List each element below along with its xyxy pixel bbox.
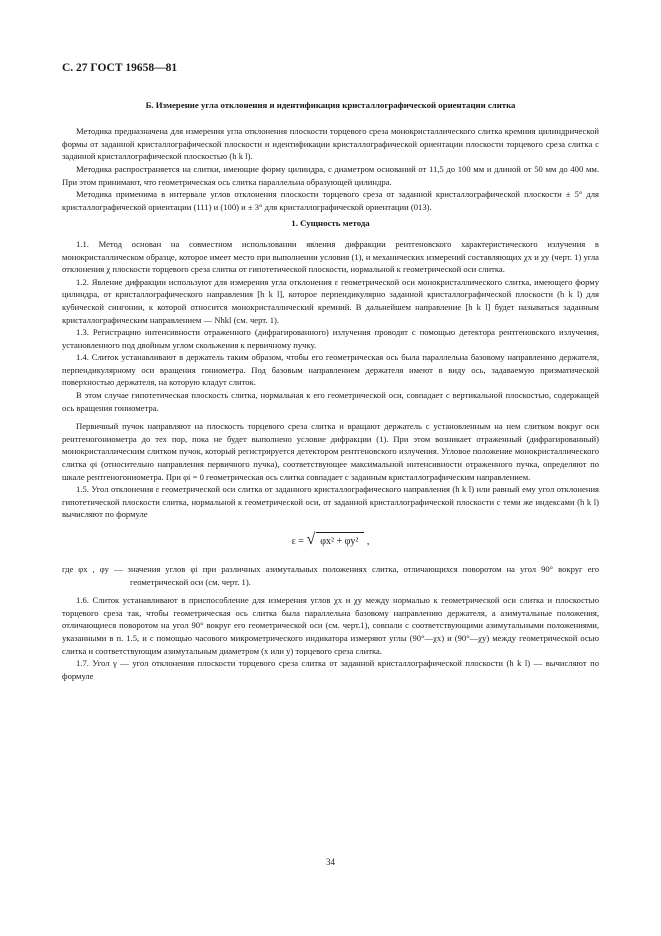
formula-radicand: φx² + φy² (316, 532, 364, 551)
intro-paragraph-1: Методика предназначена для измерения угла отклонения плоскости торцевого среза монокристаллического слитка кремния цилиндрической формы от заданной кристаллографической плоскости и идентификации кристаллографической ориентации плоскости торцевого среза слитка с заданной кристаллографической плоскостью (h k l). (62, 126, 599, 162)
paragraph-1-2: 1.2. Явление дифракции используют для измерения угла отклонения ε геометрической оси монокристаллического слитка, имеющего форму цилиндра, от кристаллографического направления [h k l], которое перпендикулярно заданной кристаллографической плоскости (h k l) для кубической сингонии, к которой относится монокристаллический кремний. В дальнейшем направление [h k l] будет называться заданным кристаллографическим направлением — Nhkl (см. черт. 1). (62, 276, 599, 325)
sqrt-sign: √ (306, 531, 316, 548)
paragraph-primary-beam: Первичный пучок направляют на плоскость торцевого среза слитка и вращают держатель с установленным на нем слитком вокруг оси рентгеногониометра до тех пор, пока не будет выполнено условие дифракции (1). При этом возникает отраженный (дифрагированный) монокристаллическим слитком пучок, который регистрируется детектором рентгеновского излучения. Угловое положение монокристаллического слитка φi (относительно направления первичного пучка), соответствующее максимальной интенсивности отраженного пучка, определяют по шкале рентгеногониометра. При φi = 0 геометрическая ось слитка совпадает с заданным кристаллографическим направлением. (62, 421, 599, 482)
paragraph-1-4: 1.4. Слиток устанавливают в держатель таким образом, чтобы его геометрическая ось была параллельна базовому направлению держателя, перпендикулярному оси вращения гониометра. Под базовым направлением держателя имеют в виду ось, задаваемую призматической поверхностью держателя, на которую кладут слиток. (62, 352, 599, 388)
page-number: 34 (326, 857, 335, 867)
formula-epsilon (62, 531, 599, 551)
paragraph-1-4-cont: В этом случае гипотетическая плоскость слитка, нормальная к его геометрической оси, совпадает с вертикальной плоскостью, содержащей ось вращения гониометра. (62, 390, 599, 413)
paragraph-1-6: 1.6. Слиток устанавливают в приспособление для измерения углов χx и χy между нормалью к геометрической оси слитка и плоскостью торцевого среза так, чтобы геометрическая ось слитка была параллельна базовому направлению держателя, а азимутальные положения, отличающиеся поворотом на угол 90° вокруг его геометрической оси (см. черт.1), совпали с соответствующими азимутальными положениями, указанными в п. 1.5, и с помощью часового микрометрического индикатора измеряют углы (90°—χx) и (90°—χy) между геометрической осью слитка и соответствующим азимутальным диаметром (x или y) торцевого среза слитка. (62, 595, 599, 656)
paragraph-1-3: 1.3. Регистрацию интенсивности отраженного (дифрагированного) излучения проводят с помощью детектора рентгеновского излучения, установленного под двойным углом скольжения к первичному пучку. (62, 327, 599, 350)
intro-paragraph-2: Методика распространяется на слитки, имеющие форму цилиндра, с диаметром оснований от 11,5 до 100 мм и длиной от 50 мм до 400 мм. При этом принимают, что геометрическая ось слитка параллельна образующей цилиндра. (62, 163, 599, 187)
formula-tail: , (366, 536, 370, 547)
intro-paragraph-3: Методика применима в интервале углов отклонения плоскости торцевого среза от заданной кристаллографической плоскости ± 5° для кристаллографической ориентации (111) и (100) и ± 3° для кристаллографической ориентации (013). (62, 189, 599, 212)
paragraph-1-1: 1.1. Метод основан на совместном использовании явления дифракции рентгеновского характеристического излучения в монокристаллическом образце, которое имеет место при выполнении условия (1), и механических измерений составляющих χx и χy (черт. 1) угла отклонения χ плоскости торцевого среза слитка от гипотетической плоскости, нормальной к геометрической оси слитка. (62, 238, 599, 275)
subsection-title: 1. Сущность метода (291, 218, 370, 229)
page-header: С. 27 ГОСТ 19658—81 (62, 62, 178, 74)
paragraph-1-5: 1.5. Угол отклонения ε геометрической оси слитка от заданного кристаллографического направления (h k l) или равный ему угол отклонения гипотетической плоскости слитка, нормальной к геометрической оси, от заданной кристаллографической плоскости с теми же индексами (h k l) вычисляют по формуле (62, 484, 599, 520)
paragraph-1-7: 1.7. Угол γ — угол отклонения плоскости торцевого среза слитка от заданной кристаллографической плоскости (h k l) — вычисляют по формуле (62, 658, 599, 681)
formula-lhs: ε = (291, 536, 304, 547)
section-title: Б. Измерение угла отклонения и идентификация кристаллографической ориентации слитка (145, 99, 516, 110)
formula-explanation: где φx , φy — значения углов φi при различных азимутальных положениях слитка, отличающихся поворотом на угол 90° вокруг его геометрической оси (см. черт. 1). (62, 564, 599, 587)
